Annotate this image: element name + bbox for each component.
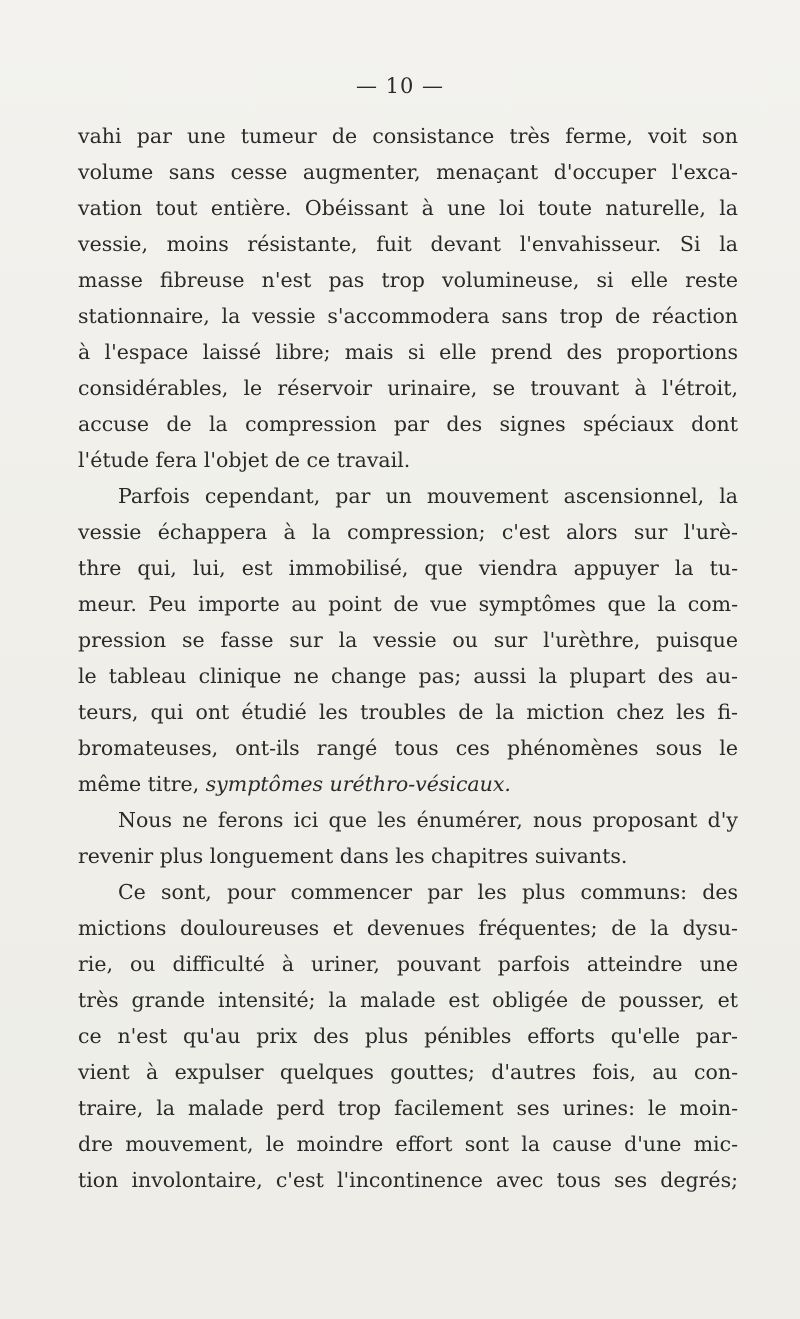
text-line: l'étude fera l'objet de ce travail. <box>78 448 411 472</box>
text-line: vient à expulser quelques gouttes; d'autres fois, au con- <box>78 1060 738 1084</box>
text-line-with-emphasis <box>78 766 738 802</box>
text-line: tion involontaire, c'est l'incontinence avec tous ses degrés; <box>78 1168 738 1192</box>
paragraph-start-line: Parfois cependant, par un mouvement ascensionnel, la <box>118 484 738 508</box>
text-line: vessie, moins résistante, fuit devant l'envahisseur. Si la <box>78 232 738 256</box>
text-line: très grande intensité; la malade est obligée de pousser, et <box>78 988 738 1012</box>
text-line: thre qui, lui, est immobilisé, que viendra appuyer la tu- <box>78 556 738 580</box>
text-line: à l'espace laissé libre; mais si elle prend des proportions <box>78 340 738 364</box>
text-line: rie, ou difficulté à uriner, pouvant parfois atteindre une <box>78 952 738 976</box>
text-line: meur. Peu importe au point de vue symptômes que la com- <box>78 592 738 616</box>
text-line: teurs, qui ont étudié les troubles de la miction chez les fi- <box>78 700 738 724</box>
paragraph-start-line: Ce sont, pour commencer par les plus communs: des <box>118 880 738 904</box>
text-line: stationnaire, la vessie s'accommodera sans trop de réaction <box>78 304 738 328</box>
text-fragment: même titre, <box>78 772 206 796</box>
text-line: volume sans cesse augmenter, menaçant d'occuper l'exca- <box>78 160 738 184</box>
text-line: accuse de la compression par des signes spéciaux dont <box>78 412 738 436</box>
text-line: traire, la malade perd trop facilement ses urines: le moin- <box>78 1096 738 1120</box>
text-line: revenir plus longuement dans les chapitres suivants. <box>78 844 628 868</box>
text-line: dre mouvement, le moindre effort sont la cause d'une mic- <box>78 1132 738 1156</box>
text-line: considérables, le réservoir urinaire, se trouvant à l'étroit, <box>78 376 738 400</box>
text-line: vation tout entière. Obéissant à une loi toute naturelle, la <box>78 196 738 220</box>
emphasized-term: symptômes uréthro-vésicaux. <box>205 772 511 796</box>
page-number: — 10 — <box>355 74 445 98</box>
text-line: masse fibreuse n'est pas trop volumineuse, si elle reste <box>78 268 738 292</box>
body-text <box>78 118 738 1198</box>
text-line: vahi par une tumeur de consistance très ferme, voit son <box>78 124 738 148</box>
text-line: mictions douloureuses et devenues fréquentes; de la dysu- <box>78 916 738 940</box>
text-line: bromateuses, ont-ils rangé tous ces phénomènes sous le <box>78 736 738 760</box>
text-line: ce n'est qu'au prix des plus pénibles efforts qu'elle par- <box>78 1024 738 1048</box>
text-line: pression se fasse sur la vessie ou sur l'urèthre, puisque <box>78 628 738 652</box>
text-line: le tableau clinique ne change pas; aussi la plupart des au- <box>78 664 738 688</box>
paragraph-start-line: Nous ne ferons ici que les énumérer, nous proposant d'y <box>118 808 738 832</box>
text-line: vessie échappera à la compression; c'est alors sur l'urè- <box>78 520 738 544</box>
